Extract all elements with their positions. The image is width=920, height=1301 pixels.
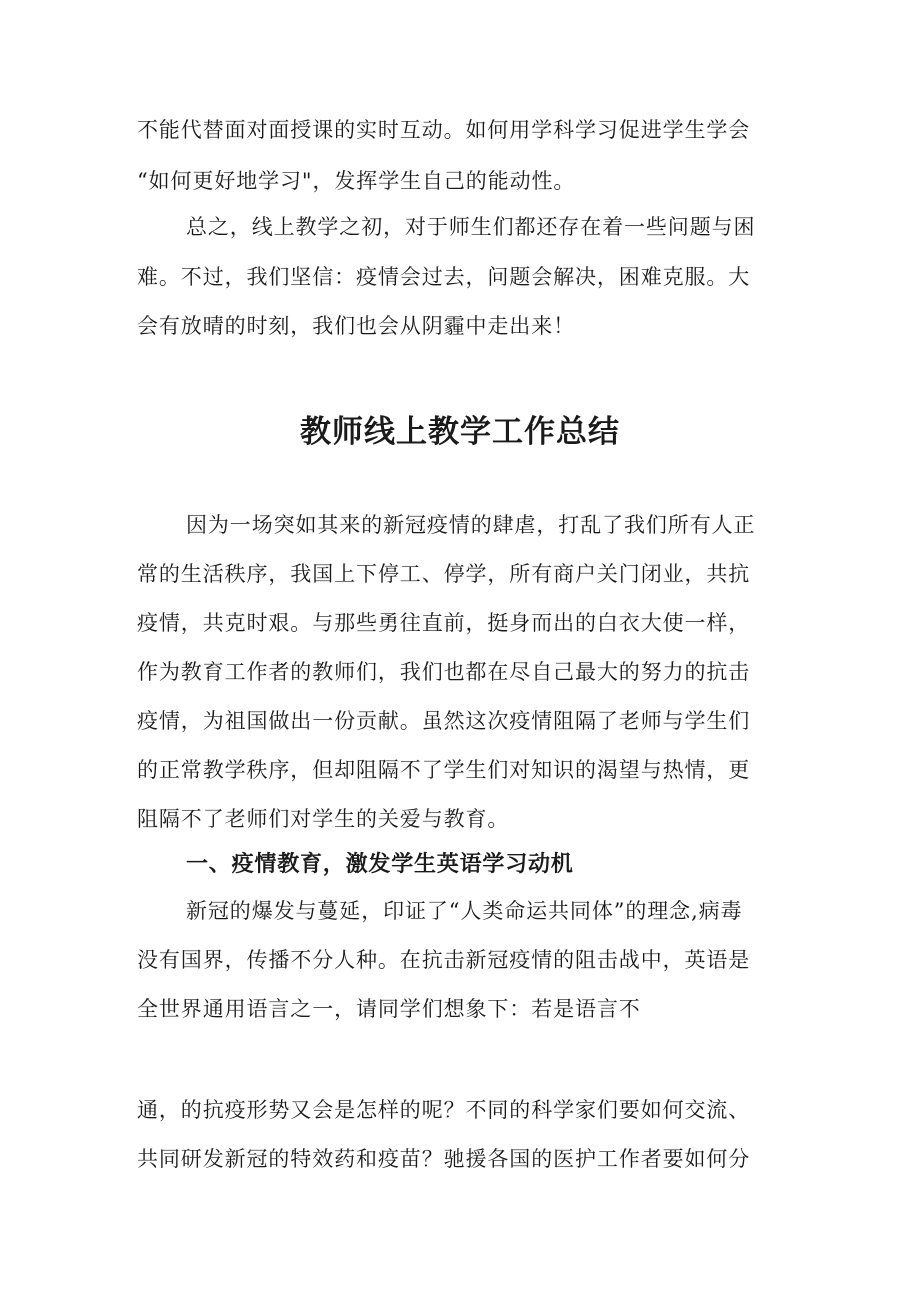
text-line: 全世界通用语言之一，请同学们想象下：若是语言不	[137, 997, 641, 1021]
text-line: 难。不过，我们坚信：疫情会过去，问题会解决，困难克服。大	[137, 265, 751, 289]
text-line: 会有放晴的时刻，我们也会从阴霾中走出来！	[137, 314, 575, 338]
document-title: 教师线上教学工作总结	[300, 414, 620, 450]
text-line: 总之，线上教学之初，对于师生们都还存在着一些问题与困	[186, 215, 756, 239]
text-line: “如何更好地学习"，发挥学生自己的能动性。	[137, 169, 576, 193]
text-line: 作为教育工作者的教师们，我们也都在尽自己最大的努力的抗击	[137, 660, 751, 684]
text-line: 不能代替面对面授课的实时互动。如何用学科学习促进学生学会	[137, 118, 751, 142]
text-line: 常的生活秩序，我国上下停工、停学，所有商户关门闭业，共抗	[137, 562, 751, 586]
text-line: 疫情，为祖国做出一份贡献。虽然这次疫情阻隔了老师与学生们	[137, 709, 751, 733]
text-line: 因为一场突如其来的新冠疫情的肆虐，打乱了我们所有人正	[186, 513, 756, 537]
text-line: 共同研发新冠的特效药和疫苗？驰援各国的医护工作者要如何分	[137, 1147, 751, 1171]
text-line: 疫情，共克时艰。与那些勇往直前，挺身而出的白衣大使一样，	[137, 611, 751, 635]
text-line: 新冠的爆发与蔓延，印证了“人类命运共同体”的理念,病毒	[186, 899, 743, 923]
section-heading: 一、疫情教育，激发学生英语学习动机	[186, 852, 574, 877]
text-line: 没有国界，传播不分人种。在抗击新冠疫情的阻击战中，英语是	[137, 948, 751, 972]
text-line: 的正常教学秩序，但却阻隔不了学生们对知识的渴望与热情，更	[137, 758, 751, 782]
text-line: 阻隔不了老师们对学生的关爱与教育。	[137, 807, 510, 831]
text-line: 通，的抗疫形势又会是怎样的呢？不同的科学家们要如何交流、	[137, 1098, 751, 1122]
